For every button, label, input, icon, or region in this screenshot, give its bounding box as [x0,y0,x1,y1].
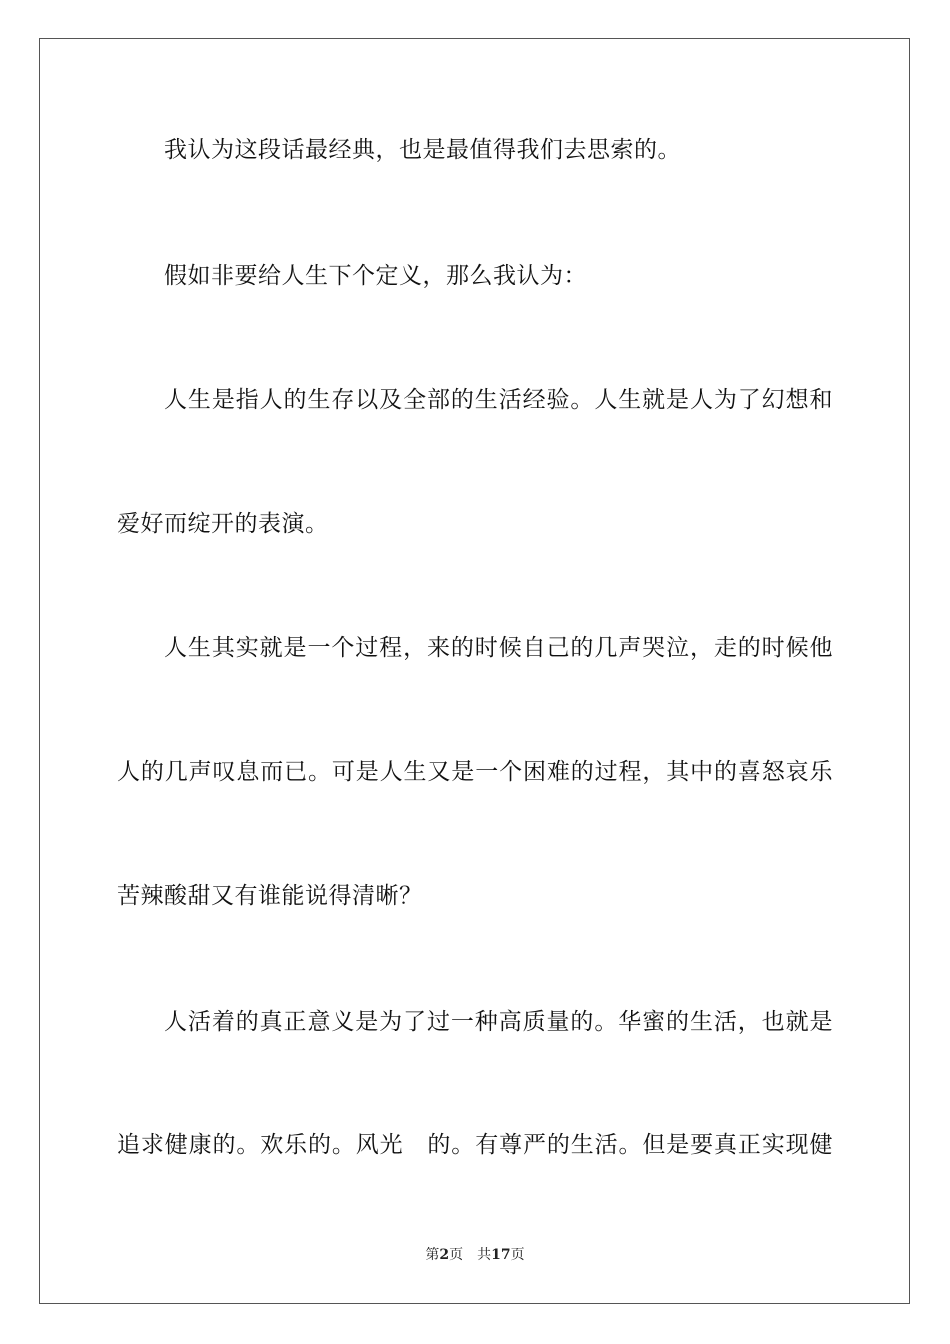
text-line-8: 人活着的真正意义是为了过一种高质量的。华蜜的生活，也就是 [164,1009,833,1035]
total-suffix: 页 [510,1247,525,1263]
total-prefix: 共 [477,1247,492,1263]
page-number: 2 [439,1247,450,1263]
text-line-3: 人生是指人的生存以及全部的生活经验。人生就是人为了幻想和 [164,387,833,413]
text-line-9: 追求健康的。欢乐的。风光 的。有尊严的生活。但是要真正实现健 [117,1132,833,1158]
page-border [39,38,910,1304]
text-line-6: 人的几声叹息而已。可是人生又是一个困难的过程，其中的喜怒哀乐 [117,759,833,785]
total-pages: 17 [491,1247,511,1263]
page-prefix: 第 [425,1247,440,1263]
text-line-5: 人生其实就是一个过程，来的时候自己的几声哭泣，走的时候他 [164,635,833,661]
text-line-4: 爱好而绽开的表演。 [117,511,329,537]
text-line-2: 假如非要给人生下个定义，那么我认为： [164,263,587,289]
text-line-7: 苦辣酸甜又有谁能说得清晰？ [117,883,423,909]
text-line-1: 我认为这段话最经典，也是最值得我们去思索的。 [164,137,681,163]
page-footer [0,1246,950,1264]
page-suffix: 页 [449,1247,464,1263]
